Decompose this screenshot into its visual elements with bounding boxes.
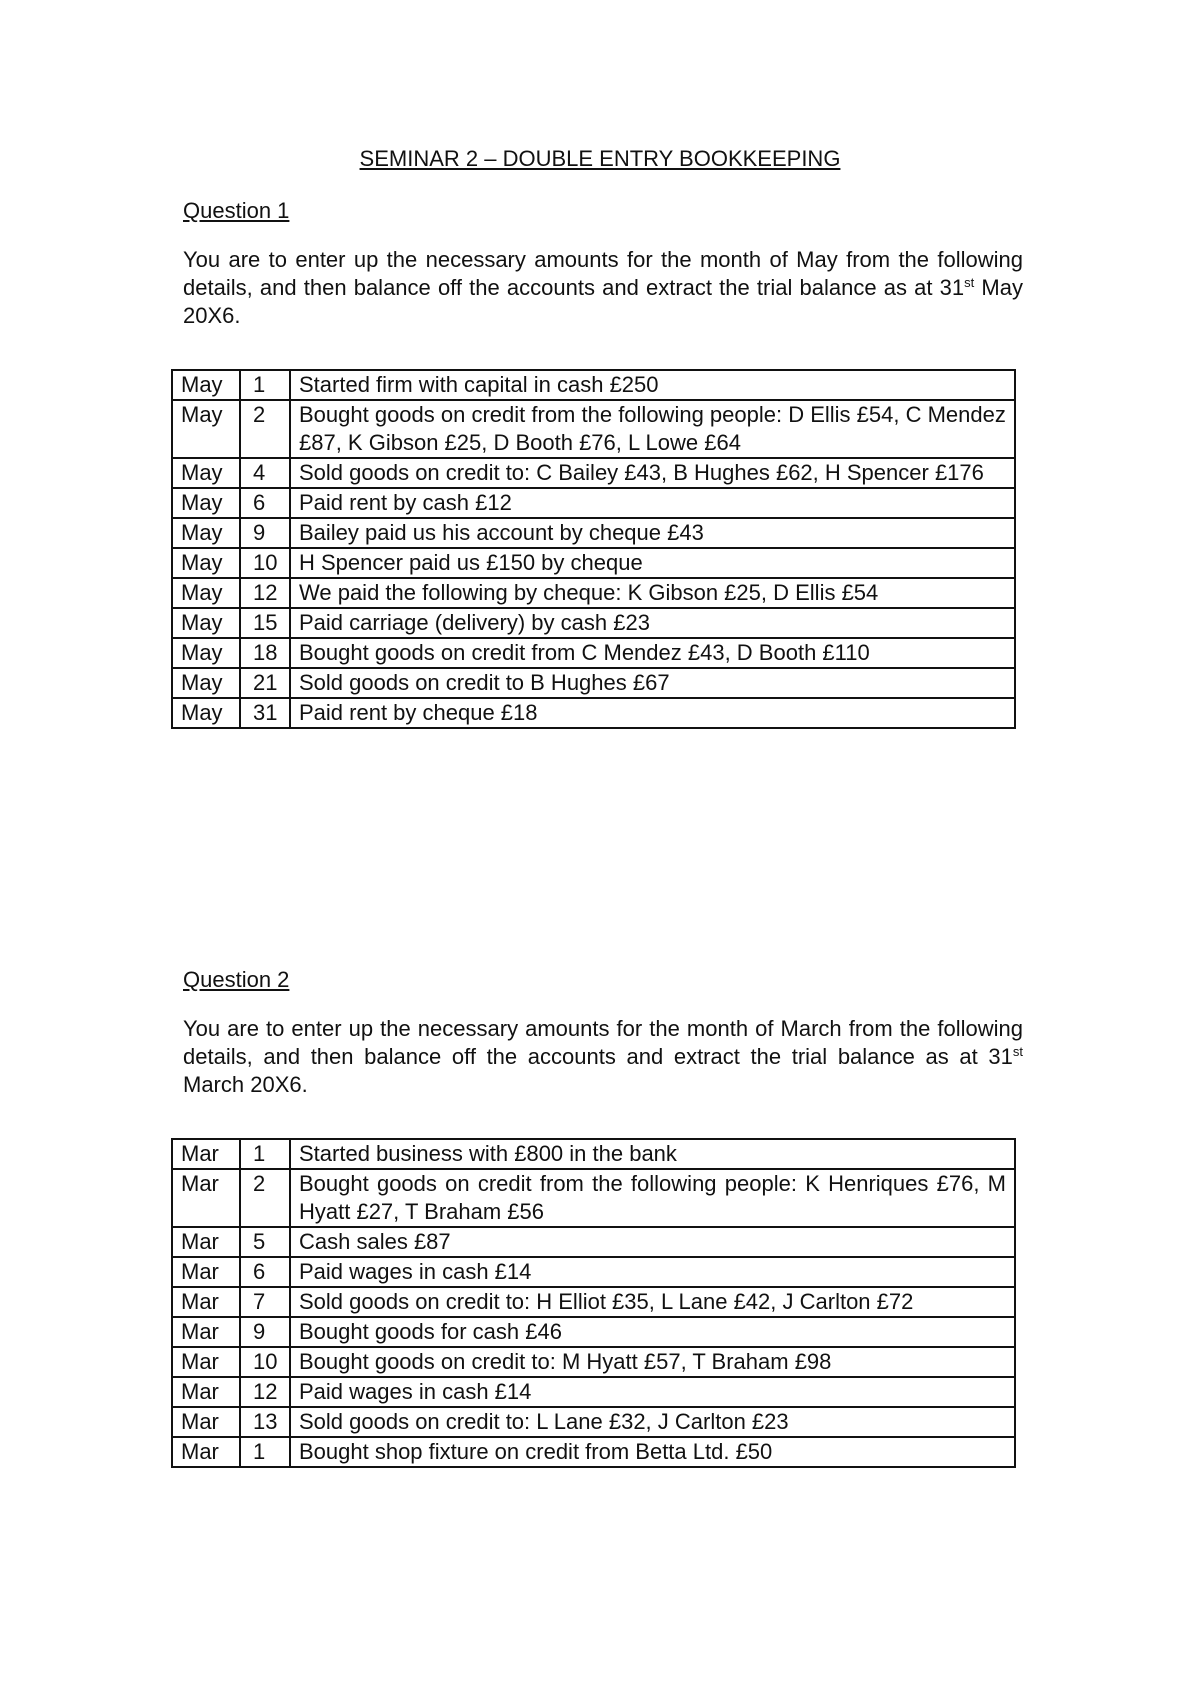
month-cell: Mar bbox=[172, 1227, 240, 1257]
month-cell: Mar bbox=[172, 1317, 240, 1347]
table-row bbox=[172, 548, 1015, 578]
table-row bbox=[172, 458, 1015, 488]
question-1-intro bbox=[183, 246, 1023, 330]
question-2-table bbox=[171, 1138, 1016, 1468]
description-cell: Sold goods on credit to: L Lane £32, J Carlton £23 bbox=[290, 1407, 1015, 1437]
description-cell: Bought goods on credit from C Mendez £43, D Booth £110 bbox=[290, 638, 1015, 668]
table-row bbox=[172, 578, 1015, 608]
month-cell: Mar bbox=[172, 1407, 240, 1437]
description-cell: Paid carriage (delivery) by cash £23 bbox=[290, 608, 1015, 638]
month-cell: Mar bbox=[172, 1169, 240, 1227]
month-cell: May bbox=[172, 578, 240, 608]
description-cell: Bought goods on credit to: M Hyatt £57, T Braham £98 bbox=[290, 1347, 1015, 1377]
page-title: SEMINAR 2 – DOUBLE ENTRY BOOKKEEPING bbox=[359, 146, 841, 171]
day-cell: 9 bbox=[240, 1317, 290, 1347]
description-cell: Sold goods on credit to: H Elliot £35, L Lane £42, J Carlton £72 bbox=[290, 1287, 1015, 1317]
question-1-heading: Question 1 bbox=[183, 198, 290, 223]
month-cell: Mar bbox=[172, 1347, 240, 1377]
table-row bbox=[172, 1287, 1015, 1317]
month-cell: Mar bbox=[172, 1139, 240, 1169]
description-cell: Bailey paid us his account by cheque £43 bbox=[290, 518, 1015, 548]
table-row bbox=[172, 1139, 1015, 1169]
description-cell: Sold goods on credit to: C Bailey £43, B Hughes £62, H Spencer £176 bbox=[290, 458, 1015, 488]
day-cell: 4 bbox=[240, 458, 290, 488]
day-cell: 10 bbox=[240, 1347, 290, 1377]
month-cell: Mar bbox=[172, 1437, 240, 1467]
description-cell: Sold goods on credit to B Hughes £67 bbox=[290, 668, 1015, 698]
table-row bbox=[172, 1169, 1015, 1227]
question-2-intro-sup: st bbox=[1012, 1044, 1023, 1059]
month-cell: Mar bbox=[172, 1257, 240, 1287]
table-row bbox=[172, 1227, 1015, 1257]
month-cell: May bbox=[172, 638, 240, 668]
description-cell: Paid wages in cash £14 bbox=[290, 1257, 1015, 1287]
month-cell: Mar bbox=[172, 1287, 240, 1317]
question-2-heading: Question 2 bbox=[183, 967, 290, 992]
month-cell: Mar bbox=[172, 1377, 240, 1407]
question-1-intro-sup: st bbox=[964, 275, 975, 290]
day-cell: 6 bbox=[240, 1257, 290, 1287]
month-cell: May bbox=[172, 608, 240, 638]
day-cell: 2 bbox=[240, 400, 290, 458]
month-cell: May bbox=[172, 518, 240, 548]
table-row bbox=[172, 608, 1015, 638]
day-cell: 12 bbox=[240, 1377, 290, 1407]
table-row bbox=[172, 698, 1015, 728]
table-row bbox=[172, 638, 1015, 668]
table-row bbox=[172, 1347, 1015, 1377]
question-2-intro-text: You are to enter up the necessary amounts for the month of March from the following details, and then balance off the accounts and extract the trial balance as at 31 bbox=[183, 1016, 1023, 1069]
question-1-intro-tail: May 20X6. bbox=[183, 275, 1023, 328]
table-row bbox=[172, 668, 1015, 698]
table-row bbox=[172, 518, 1015, 548]
month-cell: May bbox=[172, 400, 240, 458]
day-cell: 18 bbox=[240, 638, 290, 668]
description-cell: Bought goods on credit from the following people: K Henriques £76, M Hyatt £27, T Braham £56 bbox=[290, 1169, 1015, 1227]
description-cell: Paid wages in cash £14 bbox=[290, 1377, 1015, 1407]
month-cell: May bbox=[172, 668, 240, 698]
table-row bbox=[172, 1437, 1015, 1467]
month-cell: May bbox=[172, 370, 240, 400]
description-cell: Bought shop fixture on credit from Betta Ltd. £50 bbox=[290, 1437, 1015, 1467]
description-cell: Started firm with capital in cash £250 bbox=[290, 370, 1015, 400]
month-cell: May bbox=[172, 548, 240, 578]
day-cell: 31 bbox=[240, 698, 290, 728]
day-cell: 13 bbox=[240, 1407, 290, 1437]
description-cell: H Spencer paid us £150 by cheque bbox=[290, 548, 1015, 578]
table-row bbox=[172, 1407, 1015, 1437]
table-row bbox=[172, 1377, 1015, 1407]
day-cell: 5 bbox=[240, 1227, 290, 1257]
description-cell: Paid rent by cash £12 bbox=[290, 488, 1015, 518]
month-cell: May bbox=[172, 698, 240, 728]
day-cell: 6 bbox=[240, 488, 290, 518]
description-cell: Bought goods for cash £46 bbox=[290, 1317, 1015, 1347]
day-cell: 9 bbox=[240, 518, 290, 548]
description-cell: Cash sales £87 bbox=[290, 1227, 1015, 1257]
day-cell: 10 bbox=[240, 548, 290, 578]
day-cell: 1 bbox=[240, 370, 290, 400]
table-row bbox=[172, 400, 1015, 458]
question-1-table bbox=[171, 369, 1016, 729]
day-cell: 15 bbox=[240, 608, 290, 638]
description-cell: Paid rent by cheque £18 bbox=[290, 698, 1015, 728]
day-cell: 7 bbox=[240, 1287, 290, 1317]
table-row bbox=[172, 370, 1015, 400]
table-row bbox=[172, 1317, 1015, 1347]
table-row bbox=[172, 1257, 1015, 1287]
day-cell: 1 bbox=[240, 1139, 290, 1169]
month-cell: May bbox=[172, 458, 240, 488]
description-cell: We paid the following by cheque: K Gibson £25, D Ellis £54 bbox=[290, 578, 1015, 608]
question-2-intro-tail: March 20X6. bbox=[183, 1072, 308, 1097]
table-row bbox=[172, 488, 1015, 518]
description-cell: Started business with £800 in the bank bbox=[290, 1139, 1015, 1169]
day-cell: 2 bbox=[240, 1169, 290, 1227]
day-cell: 21 bbox=[240, 668, 290, 698]
question-1-intro-text: You are to enter up the necessary amounts for the month of May from the following details, and then balance off the accounts and extract the trial balance as at 31 bbox=[183, 247, 1023, 300]
description-cell: Bought goods on credit from the following people: D Ellis £54, C Mendez £87, K Gibson £25, D Booth £76, L Lowe £64 bbox=[290, 400, 1015, 458]
day-cell: 1 bbox=[240, 1437, 290, 1467]
month-cell: May bbox=[172, 488, 240, 518]
question-2-intro bbox=[183, 1015, 1023, 1099]
day-cell: 12 bbox=[240, 578, 290, 608]
